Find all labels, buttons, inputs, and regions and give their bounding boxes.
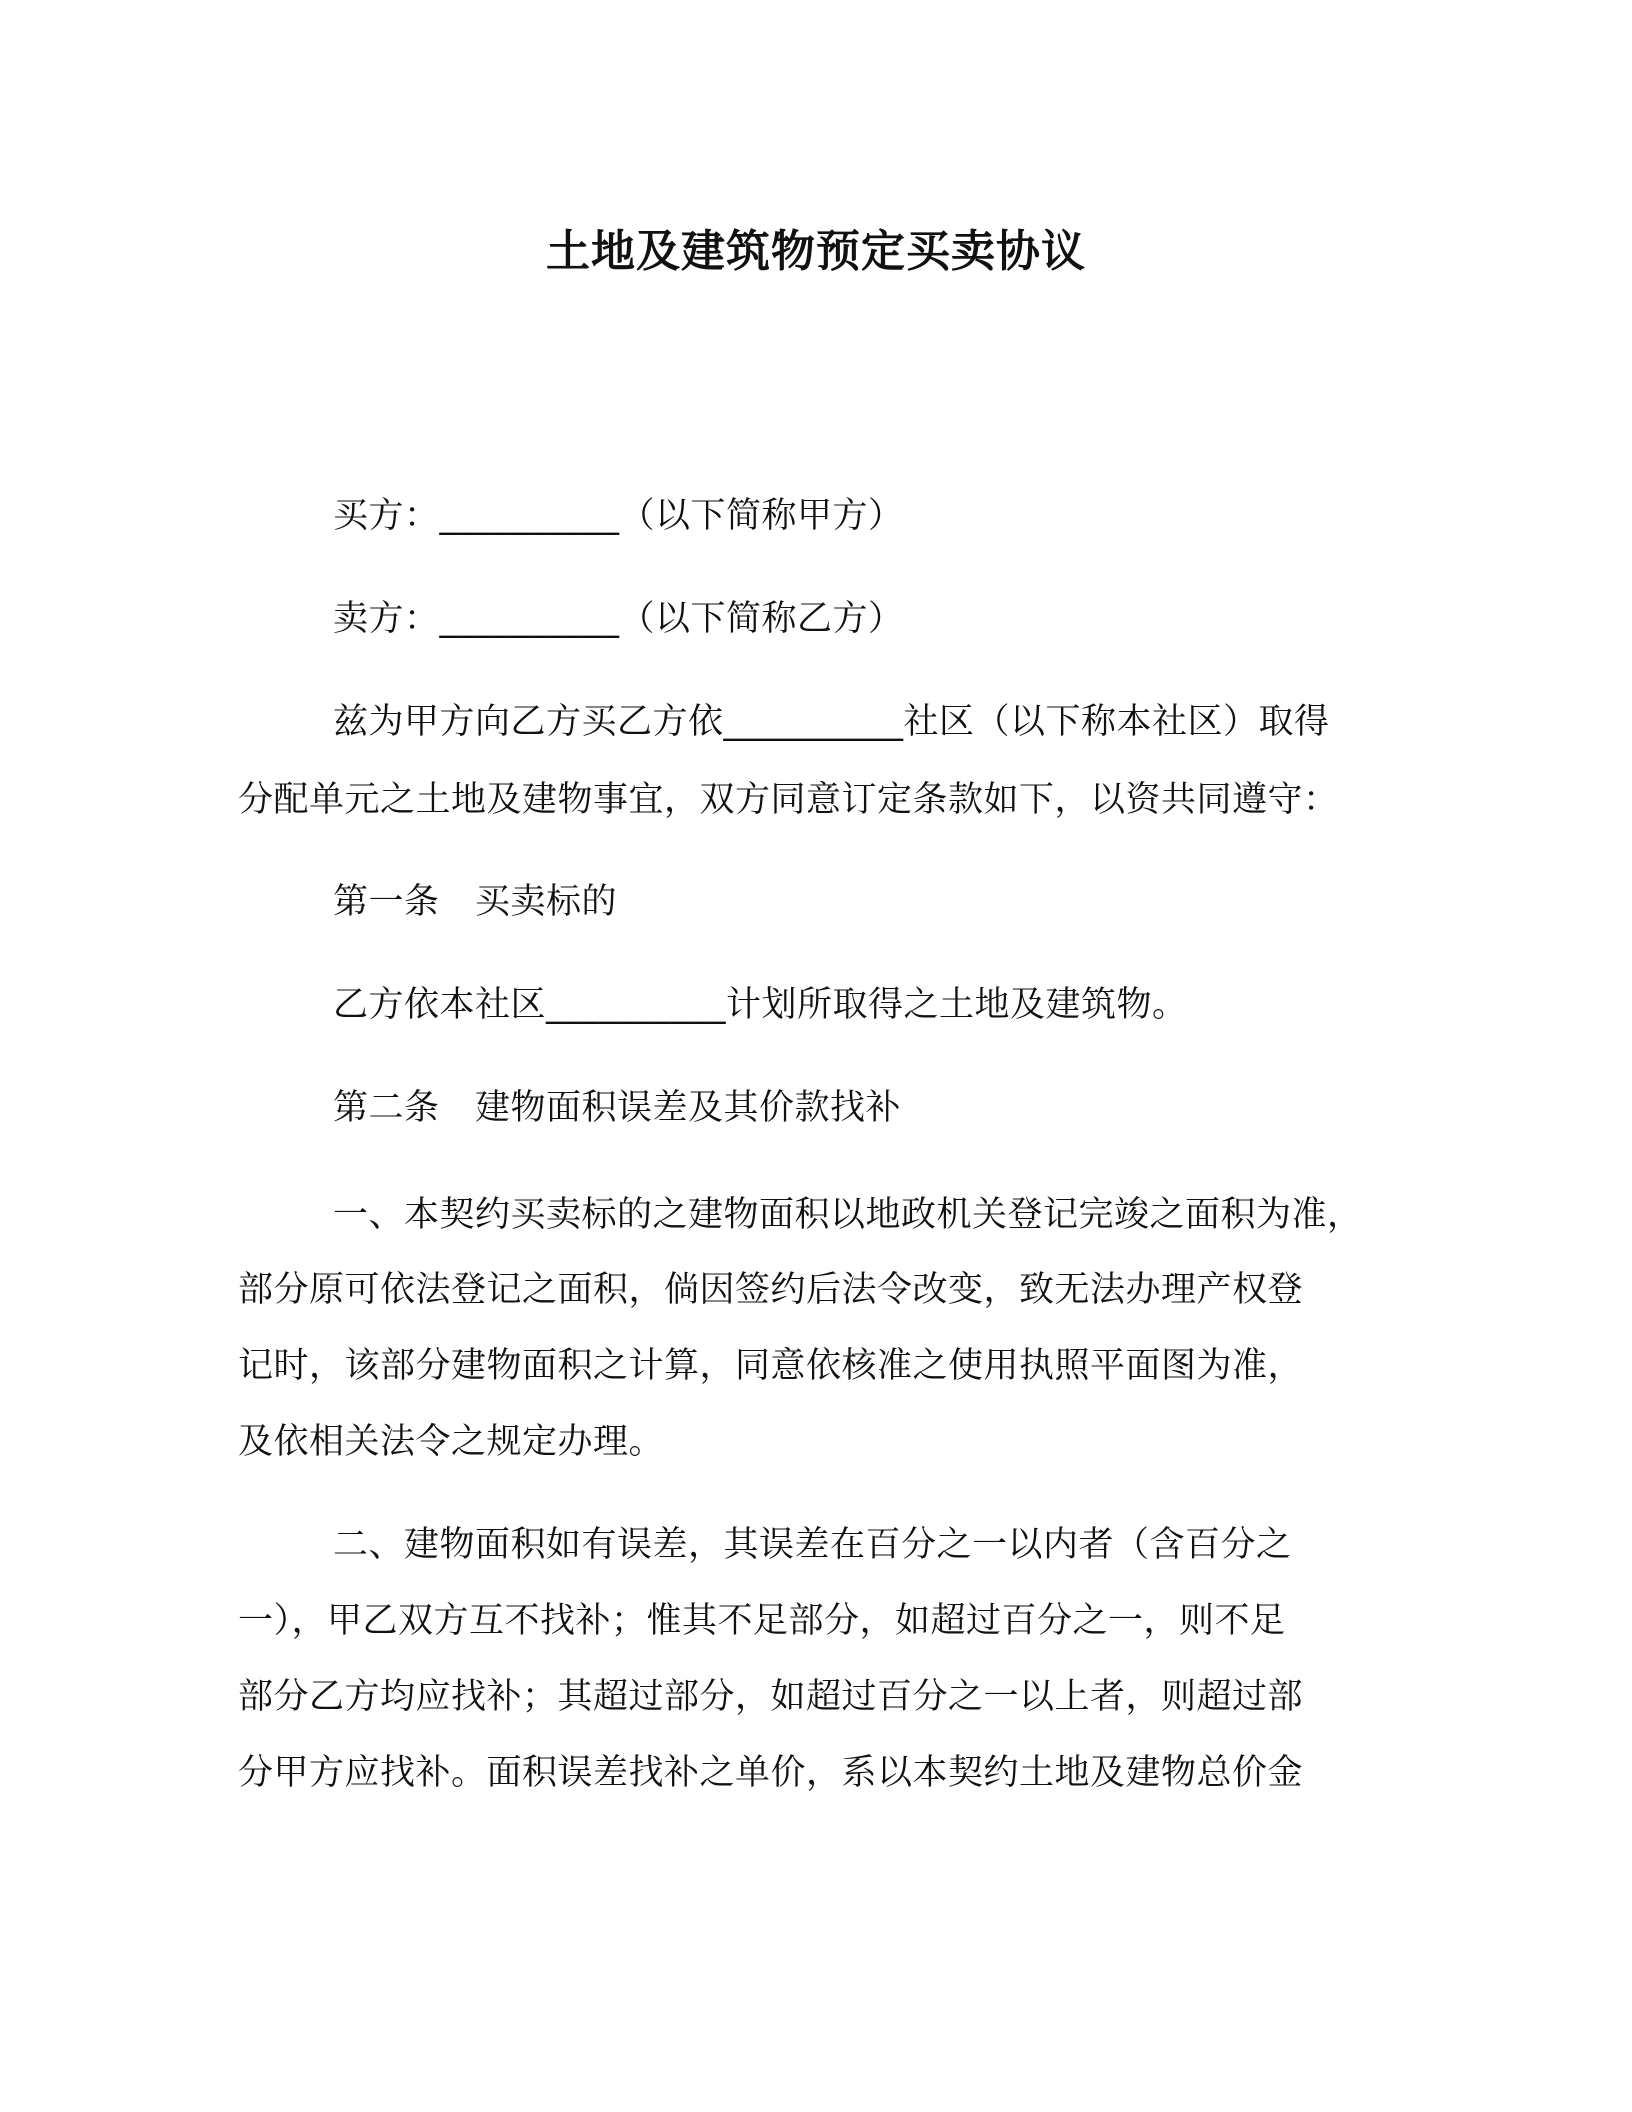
article2-clause2-line-2: 一），甲乙双方互不找补；惟其不足部分，如超过百分之一，则不足 [238,1601,1286,1641]
article2-clause2-line-4: 分甲方应找补。面积误差找补之单价，系以本契约土地及建物总价金 [238,1753,1304,1793]
article2-clause1-line-2: 部分原可依法登记之面积，倘因签约后法令改变，致无法办理产权登 [238,1270,1304,1310]
article2-heading: 第二条 建物面积误差及其价款找补 [333,1088,902,1128]
preamble-line-1: 兹为甲方向乙方买乙方依__________社区（以下称本社区）取得 [333,702,1330,742]
article1-heading: 第一条 买卖标的 [333,882,618,922]
document-title: 土地及建筑物预定买卖协议 [546,226,1086,277]
article2-clause2-line-3: 部分乙方均应找补；其超过部分，如超过百分之一以上者，则超过部 [238,1677,1304,1717]
article2-clause1-line-4: 及依相关法令之规定办理。 [238,1422,665,1462]
article1-text: 乙方依本社区__________计划所取得之土地及建筑物。 [333,985,1188,1025]
preamble-line-2: 分配单元之土地及建物事宜，双方同意订定条款如下，以资共同遵守： [238,780,1339,820]
buyer-line: 买方：__________（以下简称甲方） [333,496,904,536]
seller-line: 卖方：__________（以下简称乙方） [333,599,904,639]
article2-clause1-line-3: 记时，该部分建物面积之计算，同意依核准之使用执照平面图为准， [238,1346,1304,1386]
article2-clause1-line-1: 一、本契约买卖标的之建物面积以地政机关登记完竣之面积为准， [333,1195,1363,1235]
article2-clause2-line-1: 二、建物面积如有误差，其误差在百分之一以内者（含百分之 [333,1525,1292,1565]
